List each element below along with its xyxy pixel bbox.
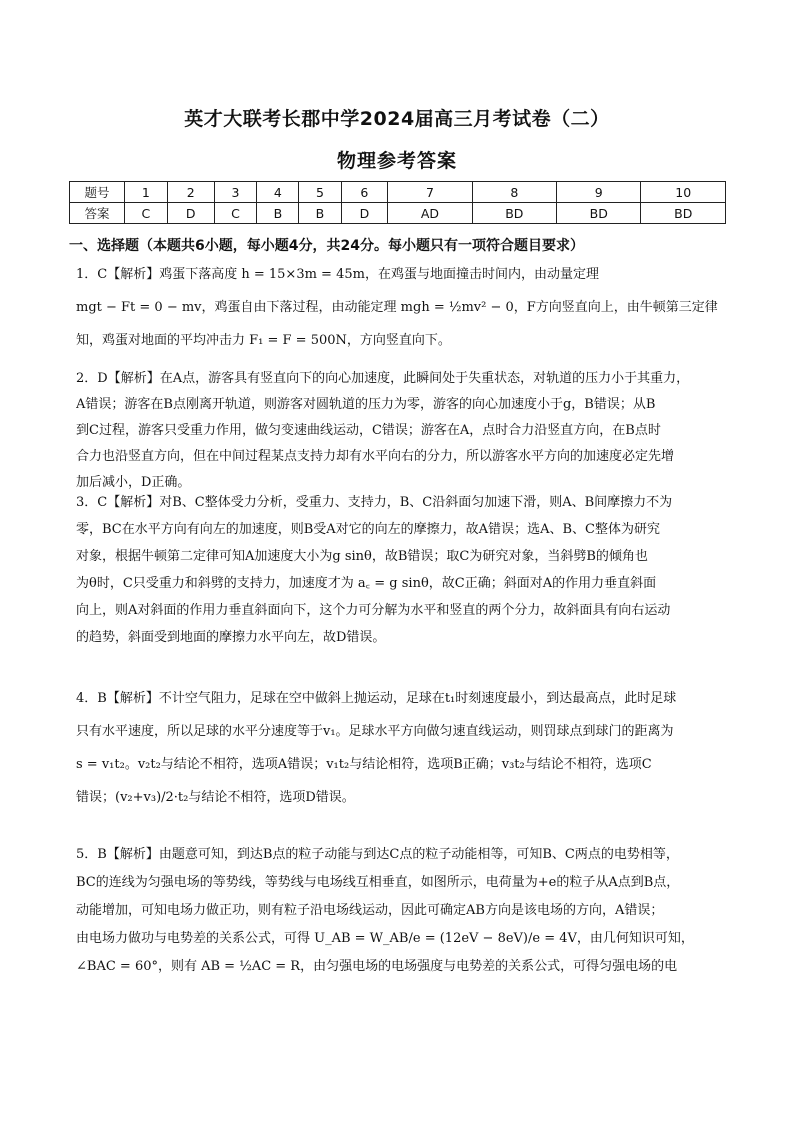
table-cell: 10 bbox=[641, 182, 726, 203]
table-cell: 3 bbox=[214, 182, 257, 203]
row-label-answer: 答案 bbox=[70, 203, 125, 224]
text-line: 4．B【解析】不计空气阻力，足球在空中做斜上抛运动，足球在t₁时刻速度最小，到达最高点，此时足球 bbox=[76, 691, 677, 706]
text-line: 合力也沿竖直方向，但在中间过程某点支持力却有水平向右的分力，所以游客水平方向的加速度必定先增 bbox=[76, 449, 675, 464]
text-line: 5．B【解析】由题意可知，到达B点的粒子动能与到达C点的粒子动能相等，可知B、C两点的电势相等， bbox=[76, 847, 679, 862]
text-line: 对象，根据牛顿第二定律可知A加速度大小为g sinθ，故B错误；取C为研究对象，当斜劈B的倾角也 bbox=[76, 549, 648, 564]
page-title: 英才大联考长郡中学2024届高三月考试卷（二） bbox=[184, 108, 610, 130]
table-cell: BD bbox=[557, 203, 641, 224]
table-cell: B bbox=[257, 203, 299, 224]
table-cell: 6 bbox=[341, 182, 388, 203]
text-line: mgt − Ft = 0 − mv，鸡蛋自由下落过程，由动能定理 mgh = ½mv² − 0，F方向竖直向上，由牛顿第三定律 bbox=[76, 300, 718, 315]
text-line: 错误；(v₂+v₃)/2·t₂与结论不相符，选项D错误。 bbox=[76, 790, 355, 805]
text-line: 向上，则A对斜面的作用力垂直斜面向下，这个力可分解为水平和竖直的两个分力，故斜面具有向右运动 bbox=[76, 603, 671, 618]
text-line: 的趋势，斜面受到地面的摩擦力水平向左，故D错误。 bbox=[76, 630, 386, 645]
text-line: 1．C【解析】鸡蛋下落高度 h = 15×3m = 45m，在鸡蛋与地面撞击时间内，由动量定理 bbox=[76, 267, 599, 282]
text-line: 动能增加，可知电场力做正功，则有粒子沿电场线运动，因此可确定AB方向是该电场的方向，A错误； bbox=[76, 903, 664, 918]
table-cell: C bbox=[125, 203, 168, 224]
text-line: 知，鸡蛋对地面的平均冲击力 F₁ = F = 500N，方向竖直向下。 bbox=[76, 333, 451, 348]
table-cell: AD bbox=[388, 203, 472, 224]
table-cell: 4 bbox=[257, 182, 299, 203]
question-2-explanation bbox=[76, 366, 726, 496]
page-subtitle: 物理参考答案 bbox=[336, 150, 457, 172]
row-label-number: 题号 bbox=[70, 182, 125, 203]
section-heading: 一、选择题（本题共6小题，每小题4分，共24分。每小题只有一项符合题目要求） bbox=[69, 238, 584, 254]
table-cell: 7 bbox=[388, 182, 472, 203]
table-cell: BD bbox=[641, 203, 726, 224]
table-cell: C bbox=[214, 203, 257, 224]
text-line: s = v₁t₂。v₂t₂与结论不相符，选项A错误；v₁t₂与结论相符，选项B正确；v₃t₂与结论不相符，选项C bbox=[76, 757, 652, 772]
text-line: A错误；游客在B点刚离开轨道，则游客对圆轨道的压力为零，游客的向心加速度小于g，B错误；从B bbox=[76, 397, 656, 412]
table-cell: BD bbox=[472, 203, 556, 224]
text-line: 2．D【解析】在A点，游客具有竖直向下的向心加速度，此瞬间处于失重状态，对轨道的压力小于其重力， bbox=[76, 371, 690, 386]
table-cell: D bbox=[167, 203, 214, 224]
text-line: 由电场力做功与电势差的关系公式，可得 U_AB = W_AB/e = (12eV − 8eV)/e = 4V，由几何知识可知， bbox=[76, 931, 694, 946]
text-line: 到C过程，游客只受重力作用，做匀变速曲线运动，C错误；游客在A，点时合力沿竖直方向，在B点时 bbox=[76, 423, 661, 438]
table-cell: 9 bbox=[557, 182, 641, 203]
table-cell: 1 bbox=[125, 182, 168, 203]
question-1-explanation bbox=[76, 258, 726, 357]
text-line: 加后减小，D正确。 bbox=[76, 475, 191, 490]
question-5-explanation bbox=[76, 841, 726, 981]
question-4-explanation bbox=[76, 682, 726, 814]
question-3-explanation bbox=[76, 489, 726, 651]
text-line: ∠BAC = 60°，则有 AB = ½AC = R，由匀强电场的电场强度与电势差的关系公式，可得匀强电场的电 bbox=[76, 959, 678, 974]
answer-table bbox=[69, 181, 726, 224]
table-cell: B bbox=[299, 203, 341, 224]
table-cell: 5 bbox=[299, 182, 341, 203]
table-cell: D bbox=[341, 203, 388, 224]
text-line: BC的连线为匀强电场的等势线，等势线与电场线互相垂直，如图所示，电荷量为+e的粒子从A点到B点， bbox=[76, 875, 680, 890]
text-line: 零，BC在水平方向有向左的加速度，则B受A对它的向左的摩擦力，故A错误；选A、B、C整体为研究 bbox=[76, 522, 660, 537]
table-cell: 2 bbox=[167, 182, 214, 203]
text-line: 3．C【解析】对B、C整体受力分析，受重力、支持力，B、C沿斜面匀加速下滑，则A、B间摩擦力不为 bbox=[76, 495, 673, 510]
text-line: 只有水平速度，所以足球的水平分速度等于v₁。足球水平方向做匀速直线运动，则罚球点到球门的距离为 bbox=[76, 724, 674, 739]
table-row-answers bbox=[70, 203, 726, 224]
table-row-numbers bbox=[70, 182, 726, 203]
table-cell: 8 bbox=[472, 182, 556, 203]
text-line: 为θ时，C只受重力和斜劈的支持力，加速度才为 a꜀ = g sinθ，故C正确；斜面对A的作用力垂直斜面 bbox=[76, 576, 657, 591]
